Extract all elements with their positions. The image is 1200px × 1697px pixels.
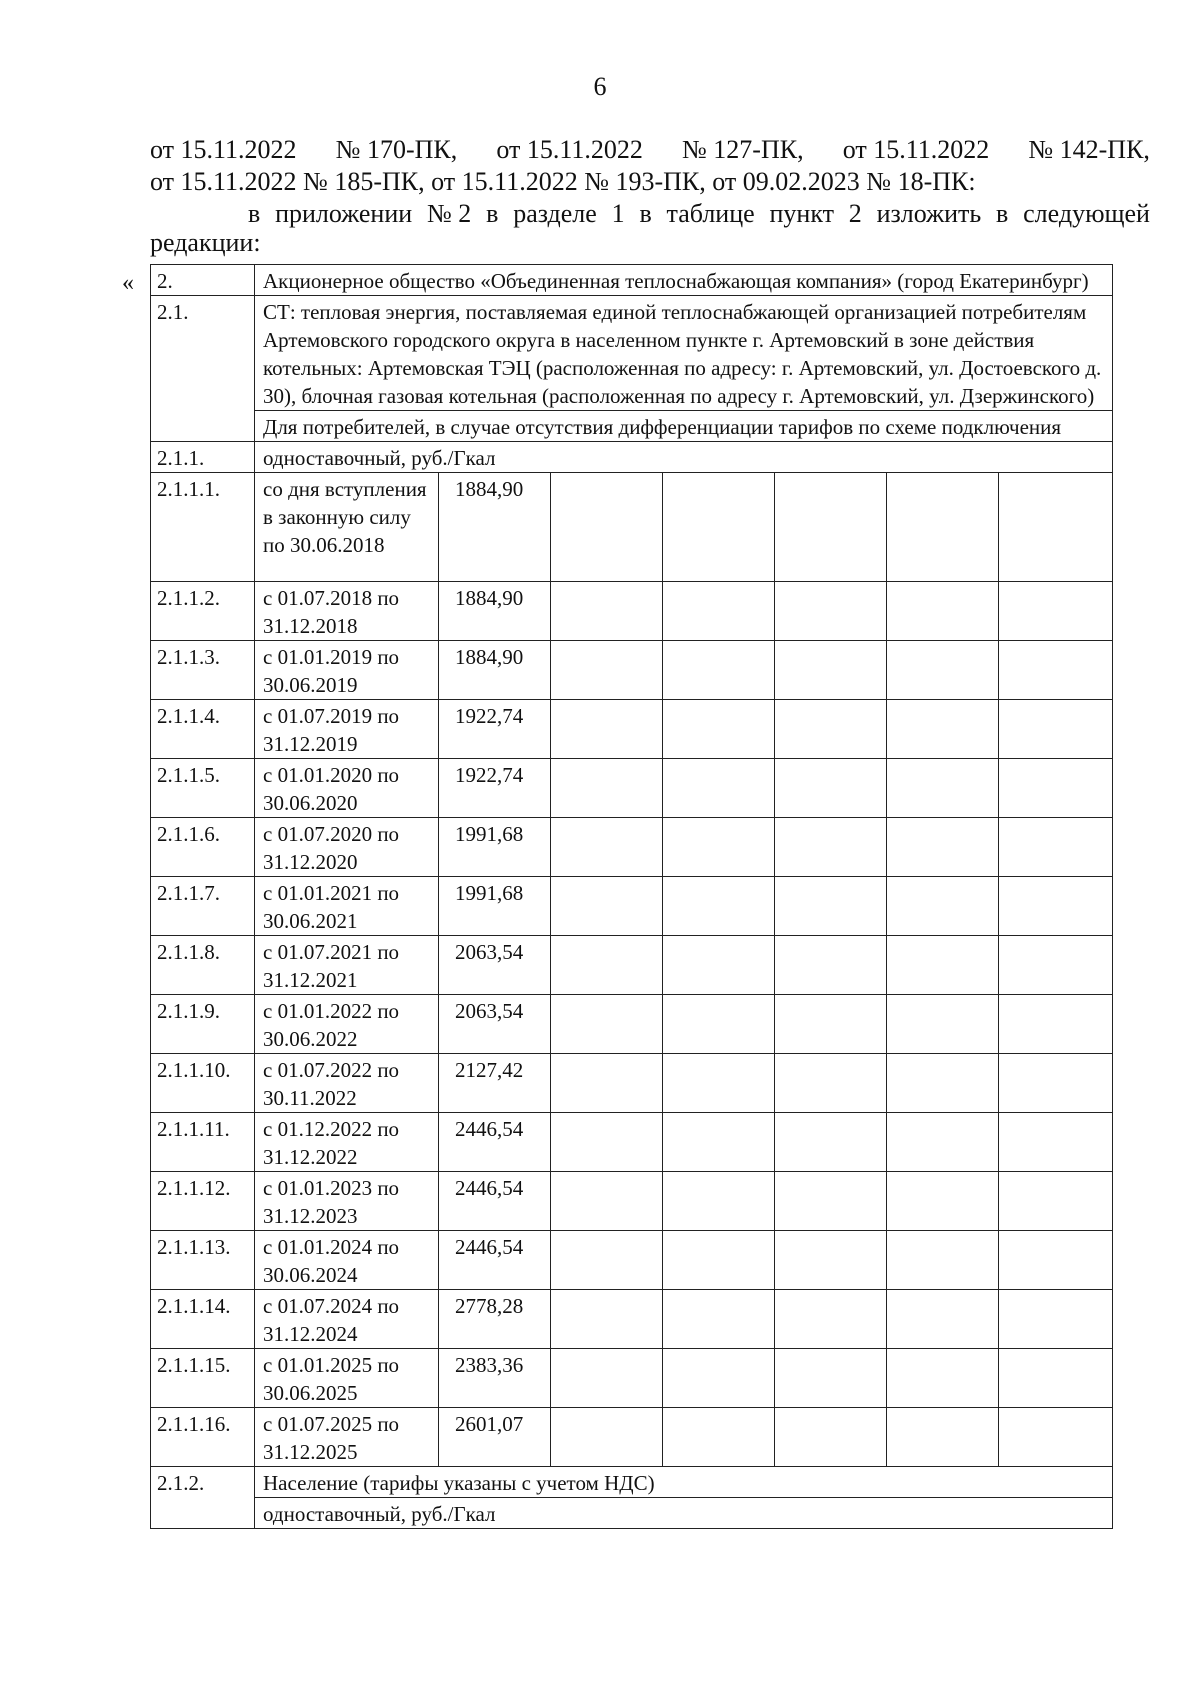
tariff-value: 2383,36 — [439, 1349, 551, 1408]
empty-cell — [999, 877, 1113, 936]
empty-cell — [663, 1290, 775, 1349]
empty-cell — [551, 1408, 663, 1467]
empty-cell — [775, 1054, 887, 1113]
row-number: 2.1.1.16. — [151, 1408, 255, 1467]
row-number: 2.1.1.4. — [151, 700, 255, 759]
tariff-period-row — [151, 1172, 1113, 1231]
empty-cell — [775, 1113, 887, 1172]
tariff-period-row — [151, 641, 1113, 700]
empty-cell — [887, 877, 999, 936]
empty-cell — [887, 473, 999, 582]
empty-cell — [887, 582, 999, 641]
empty-cell — [999, 1290, 1113, 1349]
tariff-value: 1884,90 — [439, 641, 551, 700]
intro-word: № 170-ПК, — [335, 135, 458, 164]
single-rate-row — [151, 442, 1113, 473]
empty-cell — [887, 759, 999, 818]
empty-cell — [663, 759, 775, 818]
period-text: с 01.07.2025 по 31.12.2025 — [255, 1408, 439, 1467]
empty-cell — [663, 582, 775, 641]
tariff-value: 2063,54 — [439, 995, 551, 1054]
st-description: СТ: тепловая энергия, поставляемая единой теплоснабжающей организацией потребителям Артемовского городского округа в населенном пункте г. Артемовский в зоне действия котельных: Артемовская ТЭЦ (расположенная по адресу: г. Артемовский, ул. Достоевского д. 30), блочная газовая котельная (расположенная по адресу г. Артемовский, ул. Дзержинского) — [255, 296, 1113, 411]
empty-cell — [999, 1054, 1113, 1113]
empty-cell — [551, 1172, 663, 1231]
empty-cell — [775, 936, 887, 995]
empty-cell — [663, 1172, 775, 1231]
tariff-period-row — [151, 473, 1113, 582]
empty-cell — [999, 641, 1113, 700]
empty-cell — [775, 1172, 887, 1231]
row-number: 2.1. — [151, 296, 255, 442]
intro-word: разделе — [513, 199, 597, 228]
empty-cell — [999, 582, 1113, 641]
empty-cell — [663, 1349, 775, 1408]
tariff-value: 2778,28 — [439, 1290, 551, 1349]
intro-word: следующей — [1023, 199, 1150, 228]
empty-cell — [551, 1231, 663, 1290]
intro-word: № 127-ПК, — [682, 135, 804, 164]
empty-cell — [887, 818, 999, 877]
row-number: 2.1.1.10. — [151, 1054, 255, 1113]
period-text: с 01.07.2020 по 31.12.2020 — [255, 818, 439, 877]
empty-cell — [775, 641, 887, 700]
empty-cell — [663, 936, 775, 995]
empty-cell — [999, 700, 1113, 759]
period-text: с 01.07.2022 по 30.11.2022 — [255, 1054, 439, 1113]
row-number: 2.1.1.9. — [151, 995, 255, 1054]
row-number: 2.1.1.2. — [151, 582, 255, 641]
empty-cell — [551, 1113, 663, 1172]
empty-cell — [887, 1113, 999, 1172]
tariff-period-row — [151, 582, 1113, 641]
consumers-description: Для потребителей, в случае отсутствия дифференциации тарифов по схеме подключения — [255, 411, 1113, 442]
empty-cell — [775, 1231, 887, 1290]
row-number: 2.1.1.13. — [151, 1231, 255, 1290]
tariff-period-row — [151, 759, 1113, 818]
empty-cell — [551, 995, 663, 1054]
empty-cell — [775, 995, 887, 1054]
period-text: с 01.01.2019 по 30.06.2019 — [255, 641, 439, 700]
tariff-period-row — [151, 1113, 1113, 1172]
empty-cell — [887, 1054, 999, 1113]
empty-cell — [663, 1113, 775, 1172]
row-number: 2.1.2. — [151, 1467, 255, 1529]
intro-line-4: редакции: — [150, 228, 261, 257]
single-rate-label: одноставочный, руб./Гкал — [255, 442, 1113, 473]
intro-word: № 142-ПК, — [1028, 135, 1150, 164]
period-text: с 01.01.2024 по 30.06.2024 — [255, 1231, 439, 1290]
tariff-value: 2446,54 — [439, 1172, 551, 1231]
empty-cell — [775, 473, 887, 582]
empty-cell — [999, 1113, 1113, 1172]
empty-cell — [887, 1172, 999, 1231]
empty-cell — [551, 936, 663, 995]
intro-word: в — [639, 199, 652, 228]
empty-cell — [775, 759, 887, 818]
empty-cell — [775, 700, 887, 759]
row-number: 2.1.1.8. — [151, 936, 255, 995]
tariff-period-row — [151, 1231, 1113, 1290]
empty-cell — [663, 473, 775, 582]
empty-cell — [887, 936, 999, 995]
tariff-period-row — [151, 1054, 1113, 1113]
period-text: с 01.07.2019 по 31.12.2019 — [255, 700, 439, 759]
empty-cell — [887, 1231, 999, 1290]
row-number: 2.1.1.14. — [151, 1290, 255, 1349]
empty-cell — [775, 877, 887, 936]
empty-cell — [551, 877, 663, 936]
empty-cell — [663, 1054, 775, 1113]
empty-cell — [663, 1231, 775, 1290]
row-number: 2.1.1.11. — [151, 1113, 255, 1172]
empty-cell — [999, 818, 1113, 877]
population-single-rate-label: одноставочный, руб./Гкал — [255, 1498, 1113, 1529]
empty-cell — [551, 473, 663, 582]
period-text: с 01.12.2022 по 31.12.2022 — [255, 1113, 439, 1172]
row-number: 2.1.1.1. — [151, 473, 255, 582]
population-row — [151, 1467, 1113, 1498]
empty-cell — [887, 700, 999, 759]
empty-cell — [887, 641, 999, 700]
row-number: 2.1.1.12. — [151, 1172, 255, 1231]
empty-cell — [999, 1408, 1113, 1467]
empty-cell — [775, 818, 887, 877]
period-text: с 01.01.2022 по 30.06.2022 — [255, 995, 439, 1054]
row-number: 2.1.1.15. — [151, 1349, 255, 1408]
empty-cell — [775, 1290, 887, 1349]
empty-cell — [999, 1231, 1113, 1290]
empty-cell — [551, 700, 663, 759]
intro-word: в — [996, 199, 1009, 228]
empty-cell — [999, 1349, 1113, 1408]
empty-cell — [999, 936, 1113, 995]
tariff-value: 2601,07 — [439, 1408, 551, 1467]
row-number: 2.1.1.3. — [151, 641, 255, 700]
tariff-value: 1991,68 — [439, 877, 551, 936]
row-number: 2.1.1.5. — [151, 759, 255, 818]
empty-cell — [551, 582, 663, 641]
empty-cell — [999, 473, 1113, 582]
period-text: с 01.01.2020 по 30.06.2020 — [255, 759, 439, 818]
intro-word: 2 — [848, 199, 862, 228]
intro-word: приложении — [275, 199, 413, 228]
row-number: 2.1.1.7. — [151, 877, 255, 936]
period-text: с 01.01.2023 по 31.12.2023 — [255, 1172, 439, 1231]
intro-word: № 2 — [426, 199, 472, 228]
tariff-value: 1922,74 — [439, 700, 551, 759]
tariff-period-row — [151, 700, 1113, 759]
intro-word: от 15.11.2022 — [496, 135, 643, 164]
intro-word: в — [248, 199, 261, 228]
period-text: с 01.07.2018 по 31.12.2018 — [255, 582, 439, 641]
intro-line-2: от 15.11.2022 № 185-ПК, от 15.11.2022 № 193-ПК, от 09.02.2023 № 18-ПК: — [150, 167, 976, 196]
period-text: со дня вступления в законную силу по 30.06.2018 — [255, 473, 439, 582]
empty-cell — [663, 641, 775, 700]
empty-cell — [999, 1172, 1113, 1231]
row-number: 2.1.1. — [151, 442, 255, 473]
tariff-period-row — [151, 818, 1113, 877]
population-label: Население (тарифы указаны с учетом НДС) — [255, 1467, 1113, 1498]
empty-cell — [663, 700, 775, 759]
empty-cell — [999, 995, 1113, 1054]
opening-quote-mark: « — [122, 270, 134, 296]
intro-word: пункт — [769, 199, 834, 228]
tariff-period-row — [151, 1408, 1113, 1467]
period-text: с 01.07.2021 по 31.12.2021 — [255, 936, 439, 995]
intro-line-3 — [150, 198, 1150, 230]
empty-cell — [887, 1290, 999, 1349]
intro-line-1 — [150, 134, 1150, 166]
tariff-value: 1922,74 — [439, 759, 551, 818]
tariff-value: 2446,54 — [439, 1231, 551, 1290]
intro-word: 1 — [611, 199, 625, 228]
empty-cell — [663, 877, 775, 936]
tariff-period-row — [151, 877, 1113, 936]
empty-cell — [551, 1349, 663, 1408]
empty-cell — [663, 995, 775, 1054]
period-text: с 01.01.2025 по 30.06.2025 — [255, 1349, 439, 1408]
intro-word: от 15.11.2022 — [150, 135, 297, 164]
empty-cell — [775, 1408, 887, 1467]
empty-cell — [775, 582, 887, 641]
empty-cell — [551, 818, 663, 877]
tariff-period-row — [151, 936, 1113, 995]
empty-cell — [551, 1290, 663, 1349]
empty-cell — [775, 1349, 887, 1408]
period-text: с 01.01.2021 по 30.06.2021 — [255, 877, 439, 936]
empty-cell — [999, 759, 1113, 818]
empty-cell — [887, 995, 999, 1054]
org-row — [151, 265, 1113, 296]
intro-word: изложить — [876, 199, 982, 228]
empty-cell — [887, 1408, 999, 1467]
empty-cell — [887, 1349, 999, 1408]
tariff-value: 2446,54 — [439, 1113, 551, 1172]
consumers-row — [151, 411, 1113, 442]
tariff-value: 1884,90 — [439, 473, 551, 582]
tariff-period-row — [151, 1349, 1113, 1408]
intro-word: от 15.11.2022 — [842, 135, 990, 164]
tariff-table — [150, 264, 1113, 1529]
st-row — [151, 296, 1113, 411]
empty-cell — [551, 759, 663, 818]
org-name: Акционерное общество «Объединенная теплоснабжающая компания» (город Екатеринбург) — [255, 265, 1113, 296]
empty-cell — [551, 641, 663, 700]
tariff-period-row — [151, 995, 1113, 1054]
intro-word: в — [486, 199, 499, 228]
page-number: 6 — [593, 72, 607, 101]
empty-cell — [551, 1054, 663, 1113]
empty-cell — [663, 1408, 775, 1467]
population-single-rate-row — [151, 1498, 1113, 1529]
tariff-period-row — [151, 1290, 1113, 1349]
intro-word: таблице — [666, 199, 755, 228]
empty-cell — [663, 818, 775, 877]
row-number: 2.1.1.6. — [151, 818, 255, 877]
tariff-value: 1884,90 — [439, 582, 551, 641]
tariff-value: 2127,42 — [439, 1054, 551, 1113]
period-text: с 01.07.2024 по 31.12.2024 — [255, 1290, 439, 1349]
tariff-value: 1991,68 — [439, 818, 551, 877]
row-number: 2. — [151, 265, 255, 296]
tariff-value: 2063,54 — [439, 936, 551, 995]
